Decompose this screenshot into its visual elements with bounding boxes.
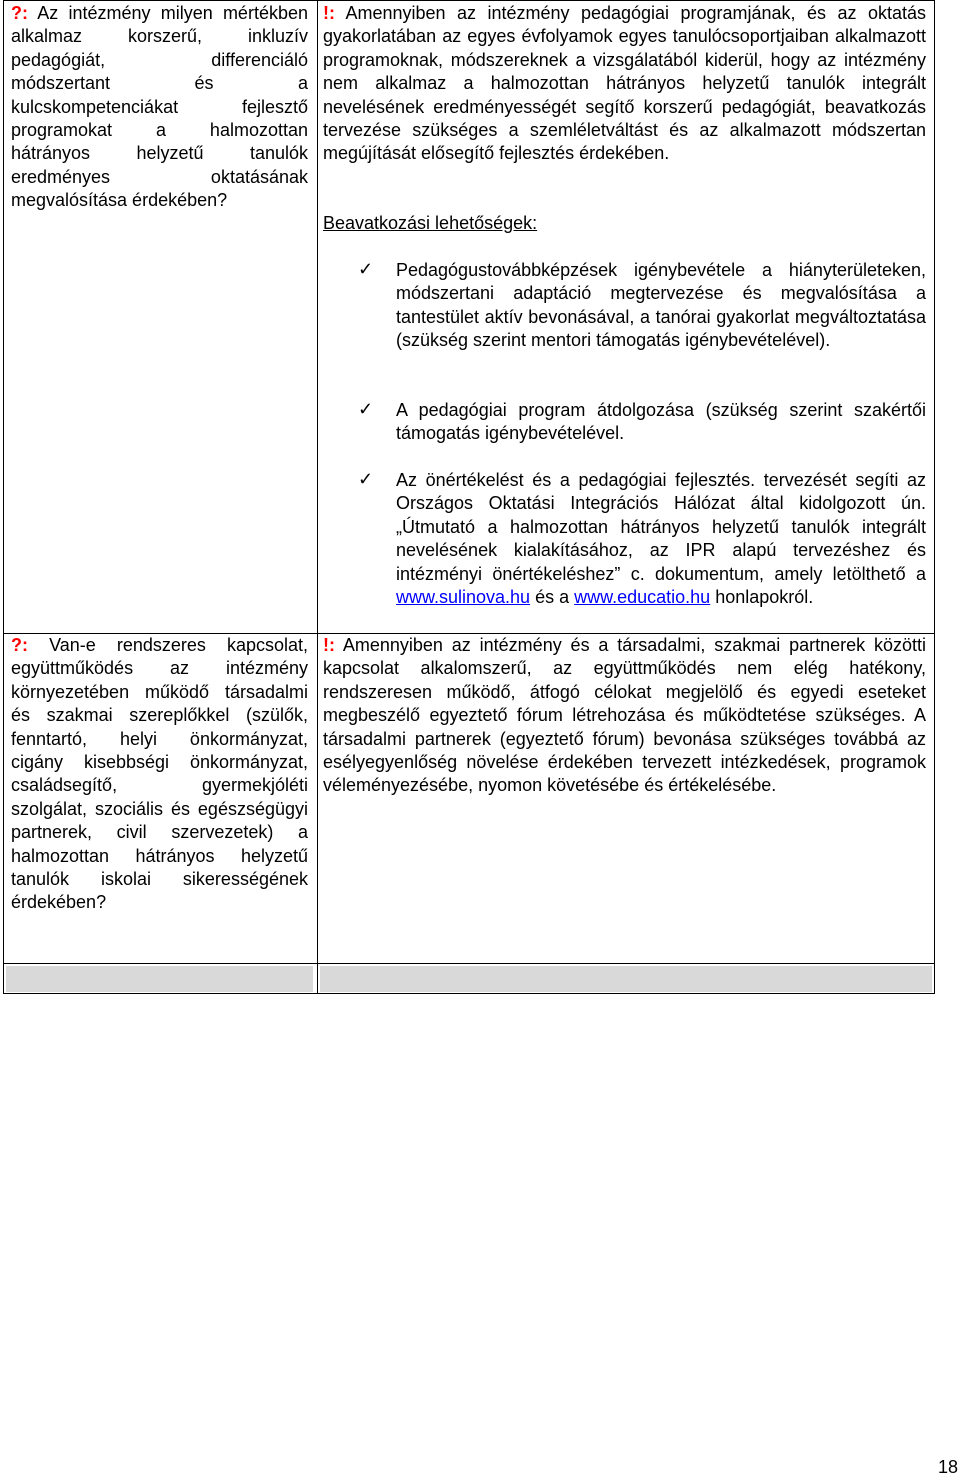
- answer-1-text: Amennyiben az intézmény pedagógiai programjának, és az oktatás gyakorlatában az egyes évfolyamok egyes tanulócsoportjaiban alkalmazott programoknak, módszereknek a vizsgálatából kiderül, hogy az intézmény nem alkalmaz a halmozottan hátrányos helyzetű tanulók integrált nevelésének eredményességét segítő korszerű pedagógiát, beavatkozás tervezése szükséges a szemléletváltást és az alkalmazott módszertan megújítását elősegítő fejlesztés érdekében.: [323, 3, 926, 164]
- question-marker: ?:: [11, 635, 28, 655]
- question-1: [11, 2, 308, 213]
- intervention-heading: [323, 212, 926, 235]
- checkmark-icon: ✓: [358, 259, 374, 279]
- intervention-item-2-text: A pedagógiai program átdolgozása (szükség szerint szakértői támogatás igénybevételével.: [396, 400, 926, 444]
- intervention-item-3: [360, 469, 926, 609]
- answer-2-text: Amennyiben az intézmény és a társadalmi, szakmai partnerek közötti kapcsolat alkalomszerű, az együttműködés nem elég hatékony, rendszeresen működő, átfogó célokat megjelölő és egyedi eseteket megbeszélő egyeztető fórum létrehozása és működtetése szükséges. A társadalmi partnerek (egyeztető fórum) bevonása szükséges továbbá az esélyegyenlőség növelése érdekében tervezett intézkedések, programok véleményezésébe, nyomon követésébe és értékelésébe.: [323, 635, 926, 796]
- sulinova-link[interactable]: www.sulinova.hu: [396, 587, 531, 608]
- intervention-item-2: [360, 399, 926, 446]
- column-divider: [317, 1, 318, 993]
- question-2: [11, 634, 308, 915]
- intervention-item-1: [360, 259, 926, 353]
- intervention-item-3-text: [396, 469, 926, 609]
- question-2-text: Van-e rendszeres kapcsolat, együttműködés az intézmény környezetében működő társadalmi és szakmai szereplőkkel (szülők, fenntartó, helyi önkormányzat, cigány kisebbségi önkormányzat, családsegítő, gyermekjóléti szolgálat, szociális és egészségügyi partnerek, civil szervezetek) a halmozottan hátrányos helyzetű tanulók iskolai sikerességének érdekében?: [11, 635, 308, 913]
- question-1-text: Az intézmény milyen mértékben alkalmaz korszerű, inkluzív pedagógiát, differenciáló módszertant és a kulcskompetenciákat fejlesztő programokat a halmozottan hátrányos helyzetű tanulók eredményes oktatásának megvalósítása érdekében?: [11, 3, 308, 211]
- educatio-link[interactable]: www.educatio.hu: [574, 587, 711, 608]
- item-3-text-middle: és a: [530, 587, 575, 608]
- answer-marker: !:: [323, 635, 335, 655]
- intervention-item-1-text: Pedagógustovábbképzések igénybevétele a hiányterületeken, módszertani adaptáció megtervezése és megvalósítása a tantestület aktív bevonásával, a tanórai gyakorlat megváltoztatása (szükség szerint mentori támogatás igénybevételével).: [396, 260, 926, 351]
- answer-2: [323, 634, 926, 798]
- empty-grey-row: [4, 963, 934, 994]
- checkmark-icon: ✓: [358, 399, 374, 419]
- checkmark-icon: ✓: [358, 469, 374, 489]
- answer-marker: !:: [323, 3, 335, 23]
- question-marker: ?:: [11, 3, 28, 23]
- item-3-text-after: honlapokról.: [710, 587, 814, 608]
- page-number: 18: [937, 1457, 958, 1477]
- item-3-text-before: Az önértékelést és a pedagógiai fejlesztés. tervezését segíti az Országos Oktatási Integrációs Hálózat által kidolgozott ún. „Útmutató a halmozottan hátrányos helyzetű tanulók integrált nevelésének kialakításához, az IPR alapú tervezéshez és intézményi önértékeléshez” c. dokumentum, amely letölthető a: [396, 470, 926, 584]
- empty-grey-cell-left: [6, 966, 313, 992]
- intervention-heading-text: Beavatkozási lehetőségek:: [323, 213, 538, 233]
- empty-grey-cell-right: [320, 966, 932, 992]
- answer-1: [323, 2, 926, 166]
